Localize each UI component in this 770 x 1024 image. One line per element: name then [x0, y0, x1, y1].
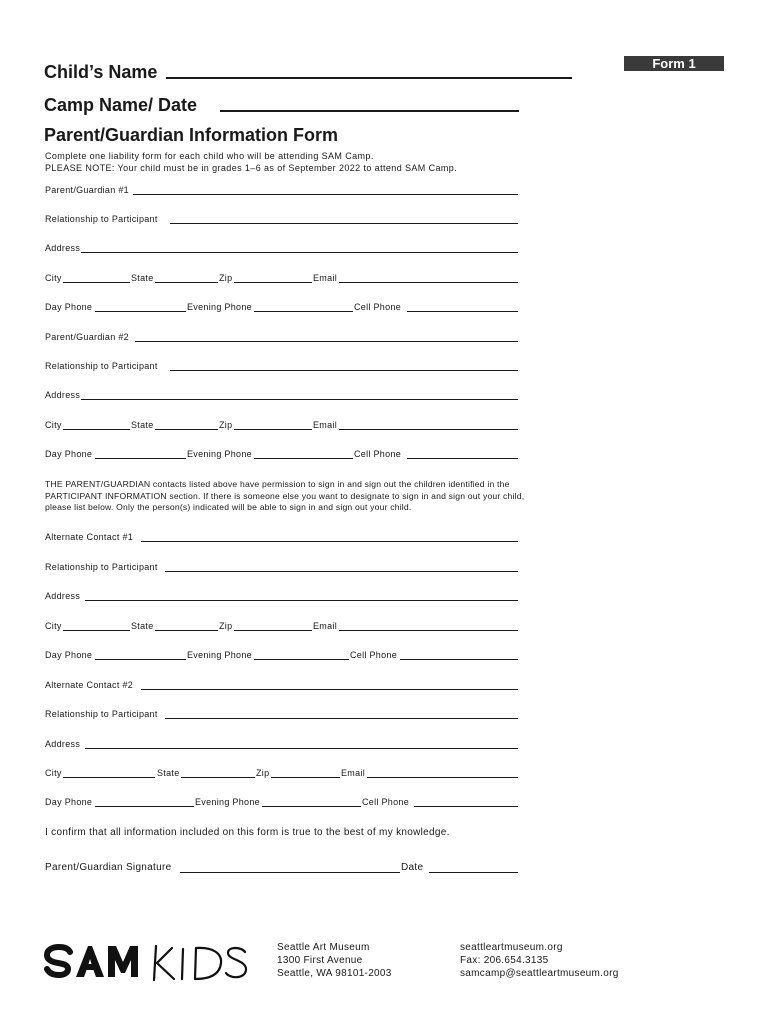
city-label: City: [45, 768, 62, 778]
alt1-address-field[interactable]: [85, 600, 518, 601]
day-phone-label: Day Phone: [45, 797, 93, 807]
alt2-day-phone-field[interactable]: [95, 806, 194, 807]
parent1-zip-field[interactable]: [234, 282, 312, 283]
email-label: Email: [313, 621, 338, 631]
state-label: State: [131, 420, 154, 430]
address-label: Address: [45, 739, 81, 749]
parent2-email-field[interactable]: [339, 429, 518, 430]
address-label: Address: [45, 390, 81, 400]
signature-field[interactable]: [180, 872, 400, 873]
parent1-state-field[interactable]: [155, 282, 218, 283]
parent2-state-field[interactable]: [155, 429, 218, 430]
parent1-city-row: [45, 272, 518, 284]
website-link[interactable]: seattleartmuseum.org: [460, 942, 563, 953]
parent1-day-phone-field[interactable]: [95, 311, 186, 312]
alt1-field[interactable]: [141, 541, 518, 542]
parent2-row: [45, 331, 518, 343]
email-link[interactable]: samcamp@seattleartmuseum.org: [460, 968, 619, 979]
signature-row: [45, 861, 518, 874]
alt2-city-field[interactable]: [63, 777, 155, 778]
parent2-evening-phone-field[interactable]: [254, 458, 353, 459]
parent1-field[interactable]: [133, 194, 518, 195]
day-phone-label: Day Phone: [45, 650, 93, 660]
form-number-badge: Form 1: [624, 56, 724, 71]
alt1-relationship-field[interactable]: [165, 571, 518, 572]
alt2-email-field[interactable]: [367, 777, 518, 778]
email-label: Email: [313, 420, 338, 430]
relationship-label: Relationship to Participant: [45, 361, 158, 371]
address-line-1: Seattle Art Museum: [277, 942, 370, 953]
parent1-address-row: [45, 242, 518, 254]
child-name-label: Child’s Name: [44, 62, 158, 82]
cell-phone-label: Cell Phone: [354, 302, 402, 312]
day-phone-label: Day Phone: [45, 449, 93, 459]
parent2-address-row: [45, 389, 518, 401]
evening-phone-label: Evening Phone: [187, 449, 252, 459]
parent2-day-phone-field[interactable]: [95, 458, 186, 459]
alt1-zip-field[interactable]: [234, 630, 312, 631]
alt1-city-row: [45, 620, 518, 632]
alt1-phone-row: [45, 649, 518, 661]
parent1-relationship-field[interactable]: [170, 223, 518, 224]
evening-phone-label: Evening Phone: [187, 302, 252, 312]
parent1-row: [45, 184, 518, 196]
alt2-address-field[interactable]: [85, 748, 518, 749]
parent2-cell-phone-field[interactable]: [407, 458, 518, 459]
date-field[interactable]: [429, 872, 518, 873]
parent1-phone-row: [45, 301, 518, 313]
zip-label: Zip: [219, 273, 233, 283]
alt1-label: Alternate Contact #1: [45, 532, 134, 542]
alt2-cell-phone-field[interactable]: [414, 806, 518, 807]
alt1-city-field[interactable]: [63, 630, 130, 631]
city-label: City: [45, 621, 62, 631]
parent2-city-row: [45, 419, 518, 431]
alt1-state-field[interactable]: [155, 630, 218, 631]
parent1-address-field[interactable]: [81, 252, 518, 253]
evening-phone-label: Evening Phone: [187, 650, 252, 660]
child-name-field[interactable]: [166, 77, 572, 79]
address-label: Address: [45, 591, 81, 601]
alt2-field[interactable]: [141, 689, 518, 690]
sam-kids-logo: [44, 942, 249, 984]
parent2-address-field[interactable]: [81, 399, 518, 400]
museum-contact: [460, 941, 619, 980]
zip-label: Zip: [256, 768, 270, 778]
zip-label: Zip: [219, 621, 233, 631]
permission-line-2: PARTICIPANT INFORMATION section. If there is someone else you want to designate to sign in and sign out your child,: [45, 490, 525, 501]
alt1-day-phone-field[interactable]: [95, 659, 186, 660]
alt2-row: [45, 679, 518, 691]
alt1-email-field[interactable]: [339, 630, 518, 631]
alt1-address-row: [45, 590, 518, 602]
address-line-2: 1300 First Avenue: [277, 955, 363, 966]
parent2-field[interactable]: [135, 341, 518, 342]
cell-phone-label: Cell Phone: [354, 449, 402, 459]
relationship-label: Relationship to Participant: [45, 709, 158, 719]
parent1-relationship-row: [45, 213, 518, 225]
email-label: Email: [341, 768, 366, 778]
alt2-relationship-field[interactable]: [165, 718, 518, 719]
day-phone-label: Day Phone: [45, 302, 93, 312]
alt1-relationship-row: [45, 561, 518, 573]
signature-label: Parent/Guardian Signature: [45, 862, 172, 873]
parent2-label: Parent/Guardian #2: [45, 332, 129, 342]
parent2-relationship-row: [45, 360, 518, 372]
permission-line-3: please list below. Only the person(s) indicated will be able to sign in and sign out your child.: [45, 502, 412, 512]
parent1-label: Parent/Guardian #1: [45, 185, 129, 195]
intro-line-2: PLEASE NOTE: Your child must be in grades 1–6 as of September 2022 to attend SAM Camp.: [45, 163, 458, 173]
state-label: State: [131, 273, 154, 283]
permission-line-1: THE PARENT/GUARDIAN contacts listed above have permission to sign in and sign out the children identified in the: [45, 479, 510, 489]
page-title: Parent/Guardian Information Form: [44, 125, 339, 145]
alt2-evening-phone-field[interactable]: [262, 806, 361, 807]
evening-phone-label: Evening Phone: [195, 797, 260, 807]
alt2-state-field[interactable]: [181, 777, 255, 778]
child-name-row: [44, 62, 157, 83]
relationship-label: Relationship to Participant: [45, 214, 158, 224]
parent2-relationship-field[interactable]: [170, 370, 518, 371]
alt2-phone-row: [45, 796, 518, 808]
relationship-label: Relationship to Participant: [45, 562, 158, 572]
confirmation-statement: I confirm that all information included on this form is true to the best of my knowledge.: [45, 827, 450, 838]
camp-name-date-field[interactable]: [220, 110, 519, 112]
cell-phone-label: Cell Phone: [350, 650, 398, 660]
city-label: City: [45, 273, 62, 283]
intro-line-1: Complete one liability form for each child who will be attending SAM Camp.: [45, 151, 374, 161]
museum-address: [277, 941, 392, 980]
parent1-email-field[interactable]: [339, 282, 518, 283]
date-label: Date: [401, 862, 424, 873]
zip-label: Zip: [219, 420, 233, 430]
permission-paragraph: [45, 479, 570, 514]
alt1-cell-phone-field[interactable]: [400, 659, 518, 660]
parent2-city-field[interactable]: [63, 429, 130, 430]
state-label: State: [131, 621, 154, 631]
alt2-city-row: [45, 767, 518, 779]
parent1-city-field[interactable]: [63, 282, 130, 283]
parent1-evening-phone-field[interactable]: [254, 311, 353, 312]
alt2-label: Alternate Contact #2: [45, 680, 134, 690]
parent2-zip-field[interactable]: [234, 429, 312, 430]
address-line-3: Seattle, WA 98101-2003: [277, 968, 392, 979]
address-label: Address: [45, 243, 81, 253]
alt2-address-row: [45, 738, 518, 750]
cell-phone-label: Cell Phone: [362, 797, 410, 807]
parent1-cell-phone-field[interactable]: [407, 311, 518, 312]
alt1-evening-phone-field[interactable]: [254, 659, 349, 660]
city-label: City: [45, 420, 62, 430]
fax-number: Fax: 206.654.3135: [460, 955, 549, 966]
camp-name-date-label: Camp Name/ Date: [44, 95, 198, 115]
state-label: State: [157, 768, 180, 778]
alt1-row: [45, 531, 518, 543]
camp-name-date-row: [44, 95, 197, 116]
alt2-zip-field[interactable]: [271, 777, 340, 778]
parent2-phone-row: [45, 448, 518, 460]
alt2-relationship-row: [45, 708, 518, 720]
email-label: Email: [313, 273, 338, 283]
